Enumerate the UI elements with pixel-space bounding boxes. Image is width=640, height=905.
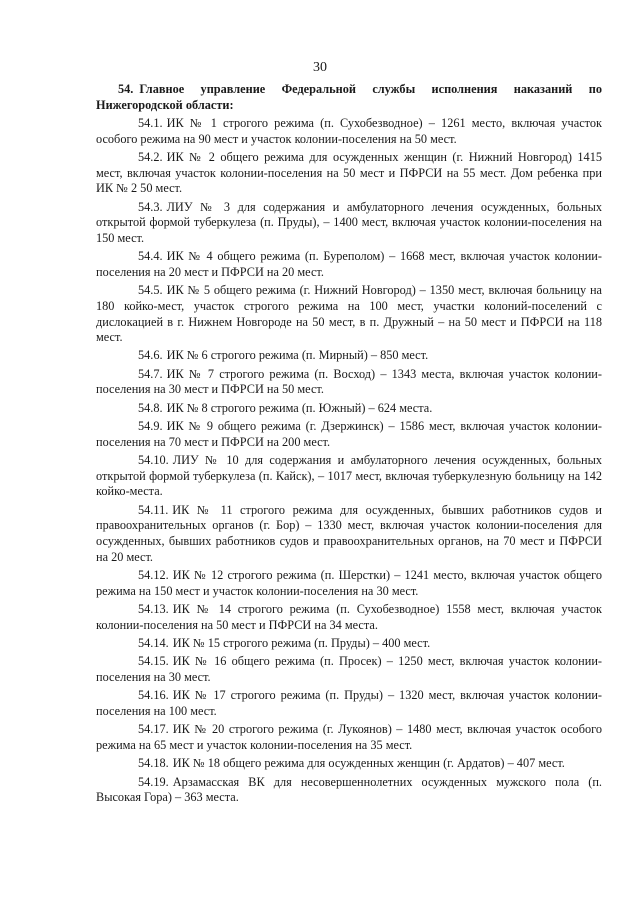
list-item [96,602,602,633]
list-item [96,688,602,719]
item-number: 54.14. [138,635,169,650]
list-item [96,200,602,247]
item-text: ИК № 5 общего режима (г. Нижний Новгород) – 1350 мест, включая больницу на 180 койко-мест, участок строгого режима на 100 мест, участки колоний-поселений с дислокацией в г. Нижнем Новгороде на 50 мест, в п. Дружный – на 50 мест и ПФРСИ на 118 мест. [96,283,602,345]
list-item [96,722,602,753]
item-text: ИК № 1 строгого режима (п. Сухобезводное) – 1261 место, включая участок особого режима на 90 мест и участок колонии-поселения на 50 мест. [96,116,602,146]
list-item [96,116,602,147]
item-text: ИК № 9 общего режима (г. Дзержинск) – 1586 мест, включая участок колонии-поселения на 70 мест и ПФРСИ на 200 мест. [96,419,602,449]
list-item [96,419,602,450]
item-number: 54.15. [138,654,169,669]
item-text: ИК № 18 общего режима для осужденных женщин (г. Ардатов) – 407 мест. [172,756,565,771]
item-text: ИК № 2 общего режима для осужденных женщин (г. Нижний Новгород) 1415 мест, включая участок колонии-поселения на 50 мест и ПФРСИ на 55 мест. Дом ребенка при ИК № 2 50 мест. [96,150,602,196]
item-number: 54.4. [138,249,163,264]
item-number: 54.13. [138,601,169,616]
document-body [96,82,602,809]
item-number: 54.17. [138,722,169,737]
item-number: 54.11. [138,502,169,517]
list-item [96,756,602,772]
section-heading [96,82,602,113]
list-item [96,283,602,345]
list-item [96,636,602,652]
item-text: ИК № 14 строгого режима (п. Сухобезводное) 1558 мест, включая участок колонии-поселения на 50 мест и ПФРСИ на 34 места. [96,601,602,632]
item-text: ЛИУ № 3 для содержания и амбулаторного лечения осужденных, больных открытой формой туберкулеза (п. Пруды), – 1400 мест, включая участок колонии-поселения на 150 мест. [96,199,602,245]
item-number: 54.7. [138,366,163,381]
item-number: 54.10. [138,453,169,468]
item-text: ИК № 6 строгого режима (п. Мирный) – 850 мест. [166,348,429,363]
item-text: ИК № 8 строгого режима (п. Южный) – 624 места. [166,400,433,415]
item-text: ИК № 17 строгого режима (п. Пруды) – 1320 мест, включая участок колонии-поселения на 100 мест. [96,688,602,718]
item-text: ЛИУ № 10 для содержания и амбулаторного лечения осужденных, больных открытой формой туберкулеза (п. Кайск), – 1017 мест, включая туберкулезную больницу на 142 койко-места. [96,453,602,499]
list-item [96,568,602,599]
list-item [96,348,602,364]
item-number: 54.16. [138,688,169,703]
list-item [96,453,602,500]
list-item [96,249,602,280]
item-text: ИК № 12 строгого режима (п. Шерстки) – 1241 место, включая участок общего режима на 150 мест и участок колонии-поселения на 30 мест. [96,567,602,598]
item-number: 54.18. [138,756,169,771]
page-number: 30 [313,60,327,75]
item-number: 54.3. [138,199,163,214]
list-item [96,367,602,398]
item-number: 54.2. [138,150,163,165]
item-number: 54.1. [138,116,163,131]
item-text: ИК № 11 строгого режима для осужденных, бывших работников судов и правоохранительных органов (г. Бор) – 1330 мест, включая участок колонии-поселения для осужденных, бывших работников судов и правоохранительных органов, на 70 мест и ПФРСИ на 20 мест. [96,502,602,564]
section-title: Главное управление Федеральной службы исполнения наказаний по Нижегородской области: [96,82,602,112]
list-item [96,401,602,417]
item-text: ИК № 7 строгого режима (п. Восход) – 1343 места, включая участок колонии-поселения на 30 мест и ПФРСИ на 50 мест. [96,366,602,397]
list-item [96,775,602,806]
item-text: ИК № 15 строгого режима (п. Пруды) – 400 мест. [172,635,431,650]
item-text: ИК № 16 общего режима (п. Просек) – 1250 мест, включая участок колонии-поселения на 30 мест. [96,654,602,684]
item-number: 54.8. [138,400,163,415]
list-item [96,654,602,685]
item-text: ИК № 4 общего режима (п. Буреполом) – 1668 мест, включая участок колонии-поселения на 20 мест и ПФРСИ на 20 мест. [96,249,602,279]
list-item [96,503,602,565]
item-number: 54.6. [138,348,163,363]
item-number: 54.12. [138,567,169,582]
list-item [96,150,602,197]
item-text: Арзамасская ВК для несовершеннолетних осужденных мужского пола (п. Высокая Гора) – 363 места. [96,774,602,805]
item-number: 54.5. [138,283,163,298]
section-number: 54. [118,82,134,96]
item-number: 54.19. [138,774,169,789]
item-number: 54.9. [138,419,163,434]
item-text: ИК № 20 строгого режима (г. Лукоянов) – 1480 мест, включая участок особого режима на 65 мест и участок колонии-поселения на 35 мест. [96,722,602,752]
